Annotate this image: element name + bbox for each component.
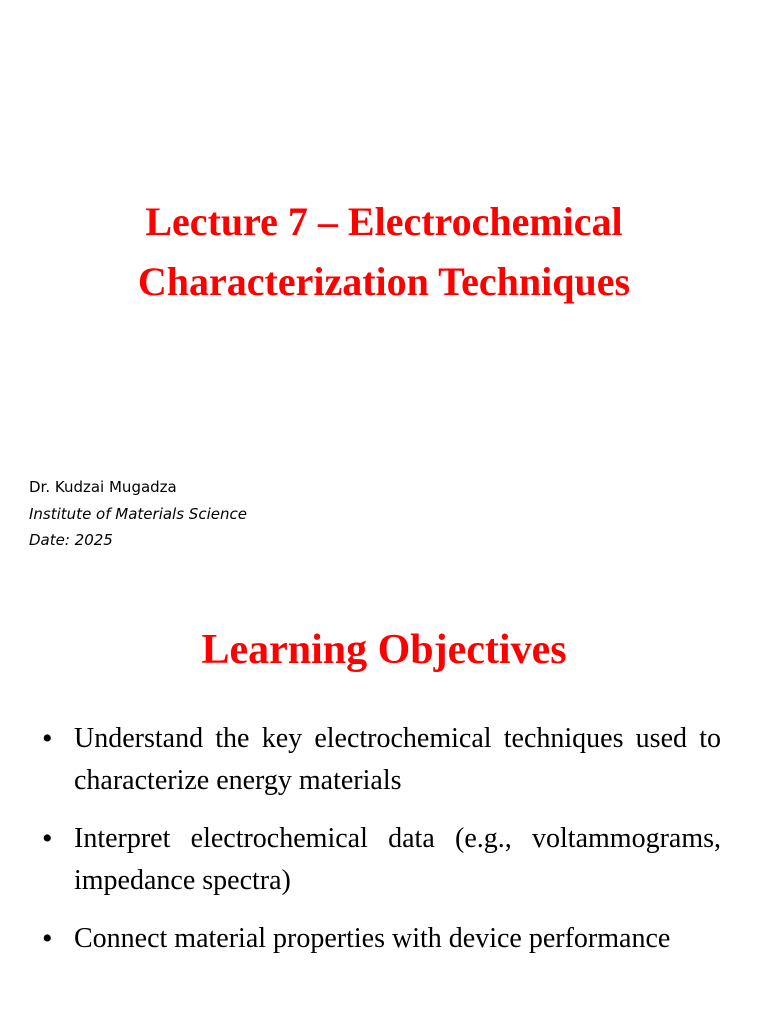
lecture-title	[60, 192, 708, 312]
objective-text: Connect material properties with device performance	[74, 923, 671, 954]
objective-item	[38, 718, 721, 802]
bullet-icon: •	[42, 822, 53, 855]
objective-text: Understand the key electrochemical techniques used to characterize energy materials	[74, 723, 721, 796]
section-heading: Learning Objectives	[201, 627, 567, 673]
bullet-icon: •	[42, 722, 53, 755]
author-name: Dr. Kudzai Mugadza	[29, 478, 177, 496]
objective-item	[38, 918, 721, 960]
objectives-list	[38, 718, 721, 976]
objective-item	[38, 818, 721, 902]
author-institute: Institute of Materials Science	[29, 504, 247, 523]
presentation-date: Date: 2025	[29, 531, 113, 549]
author-block	[29, 474, 247, 554]
lecture-title-line-2: Characterization Techniques	[137, 259, 631, 304]
objective-text: Interpret electrochemical data (e.g., voltammograms, impedance spectra)	[74, 823, 721, 896]
lecture-title-line-1: Lecture 7 – Electrochemical	[145, 199, 623, 244]
bullet-icon: •	[42, 922, 53, 955]
